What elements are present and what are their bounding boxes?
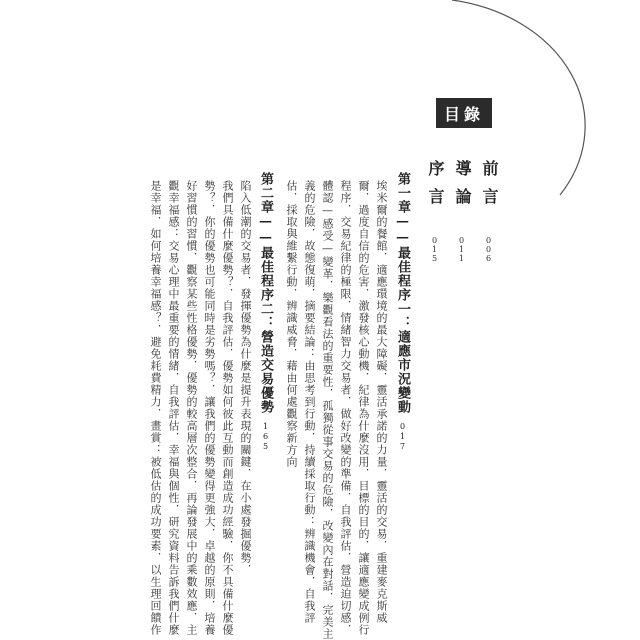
chapter-2-line-3: 勢？．你的優勢也可能同時是劣勢嗎？．讓我們的優勢變得更強大．卓越的原則．培養 — [203, 180, 216, 636]
toc-heading: 目錄 — [436, 98, 492, 128]
chapter-2-title-text: 第二章——最佳程序二：營造交易優勢 — [258, 172, 273, 414]
chapter-1-page: 017 — [398, 422, 407, 452]
chapter-1-line-1: 埃米爾的餐館．適應環境的最大障礙．靈活承諾的力量．靈活的交易．重建麥克斯威 — [375, 180, 388, 624]
front-matter-foreword-title: 序言 — [426, 160, 445, 216]
chapter-1-line-3: 程序．交易紀律的極限．情緒智力交易者．做好改變的準備．自我評估．營造迫切感． — [339, 180, 352, 636]
chapter-1-title — [393, 172, 412, 452]
chapter-2-line-2: 我們具備什麼優勢？．自我評估．優勢如何彼此互動而創造成功經驗．你不具備什麼優 — [221, 180, 234, 636]
chapter-2-line-4: 好習慣的習慣．觀察某些性格優勢．優勢的較高層次整合．再論發展中的乘數效應．主 — [185, 180, 198, 636]
chapter-1-line-5: 義的危險．故態復萌．摘要結論：由思考到行動．持續採取行動：辨識機會．自我評 — [303, 180, 316, 624]
front-matter-introduction-title: 導論 — [453, 160, 472, 216]
chapter-2-page: 165 — [261, 422, 270, 452]
chapter-2-title — [256, 172, 275, 452]
chapter-1-line-2: 爾．過度自信的危害．激發核心動機．紀律為什麼沒用．目標的目的．讓適應變成例行 — [357, 180, 370, 636]
front-matter-foreword-page: 015 — [430, 236, 439, 263]
chapter-1-line-6: 估．採取與維繫行動．辨識威脅．藉由何處觀察新方向 — [285, 180, 298, 468]
chapter-2-line-6: 是幸福．如何培養幸福感？．避免耗費精力．畫賞：被低估的成功要素．以生理回饋作 — [149, 180, 162, 636]
chapter-1-title-text: 第一章——最佳程序一：適應市況變動 — [395, 172, 410, 414]
chapter-2-line-1: 陷入低潮的交易者．發揮優勢為什麼是提升表現的關鍵．在小處發掘優勢． — [239, 180, 252, 576]
chapter-1-line-4: 體認—感受—變革．樂觀看法的重要性．孤獨從事交易的危險．改變內在對話．完美主 — [321, 180, 334, 640]
front-matter-preface-title: 前言 — [480, 160, 499, 216]
chapter-2-line-5: 觀幸福感：交易心理中最重要的情緒．自我評估．幸福與個性．研究資料告訴我們什麼 — [167, 180, 180, 636]
front-matter-preface-page: 006 — [484, 236, 493, 263]
front-matter-introduction-page: 011 — [457, 236, 466, 263]
